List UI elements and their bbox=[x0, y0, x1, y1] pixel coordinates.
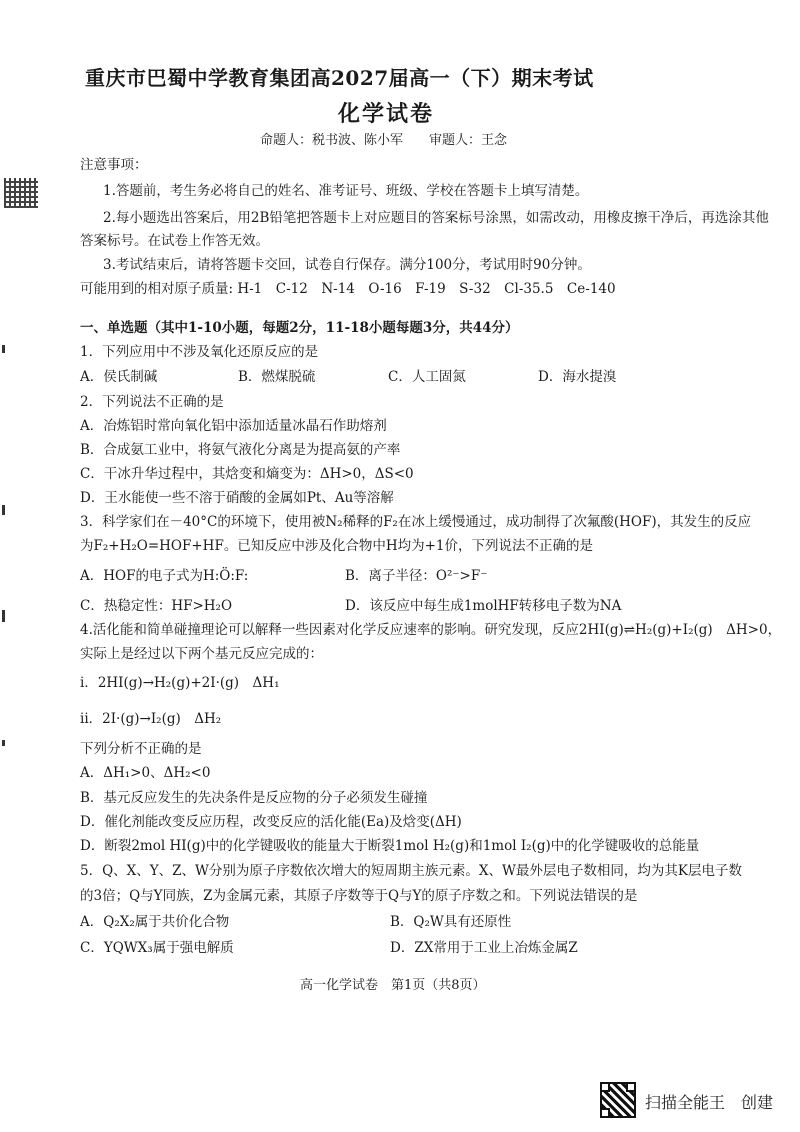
question-4-step-2: ii．2I·(g)→I₂(g) ΔH₂ bbox=[80, 711, 222, 727]
scanner-watermark: 扫描全能王 创建 bbox=[645, 1093, 774, 1112]
question-1-option-a: A．侯氏制碱 bbox=[80, 369, 158, 385]
page-footer: 高一化学试卷 第1页（共8页） bbox=[300, 978, 486, 993]
section-heading: 一、单选题（其中1-10小题，每题2分，11-18小题每题3分，共44分） bbox=[80, 320, 519, 336]
notice-item-2: 2.每小题选出答案后，用2B铅笔把答题卡上对应题目的答案标号涂黑，如需改动，用橡皮擦干净后，再选涂其他 bbox=[103, 210, 769, 226]
question-1-stem: 1．下列应用中不涉及氧化还原反应的是 bbox=[80, 344, 319, 360]
atomic-masses: 可能用到的相对原子质量: H-1 C-12 N-14 O-16 F-19 S-32 Cl-35.5 Ce-140 bbox=[80, 281, 616, 297]
question-4-stem-cont: 实际上是经过以下两个基元反应完成的： bbox=[80, 646, 323, 662]
notice-item-2-cont: 答案标号。在试卷上作答无效。 bbox=[80, 233, 269, 249]
question-4-option-b: B．基元反应发生的先决条件是反应物的分子必须发生碰撞 bbox=[80, 790, 428, 806]
scan-edge-mark bbox=[2, 505, 5, 515]
question-2-option-d: D．王水能使一些不溶于硝酸的金属如Pt、Au等溶解 bbox=[80, 490, 394, 506]
question-1-option-c: C．人工固氮 bbox=[388, 369, 466, 385]
question-3-option-d: D．该反应中每生成1molHF转移电子数为NA bbox=[345, 598, 622, 614]
question-3-stem: 3．科学家们在－40°C的环境下，使用被N₂稀释的F₂在冰上缓慢通过，成功制得了次氟酸(HOF)，其发生的反应 bbox=[80, 514, 752, 530]
question-5-stem: 5．Q、X、Y、Z、W分别为原子序数依次增大的短周期主族元素。X、W最外层电子数相同，均为其K层电子数 bbox=[80, 863, 743, 879]
scan-edge-mark bbox=[2, 610, 5, 622]
scan-grid-mark bbox=[4, 178, 38, 208]
authors-line: 命题人：税书波、陈小军 审题人：王念 bbox=[260, 133, 508, 148]
question-4-option-a: A．ΔH₁>0、ΔH₂<0 bbox=[80, 765, 211, 781]
question-1-option-b: B．燃煤脱硫 bbox=[238, 369, 316, 385]
notice-item-3: 3.考试结束后，请将答题卡交回，试卷自行保存。满分100分，考试用时90分钟。 bbox=[103, 257, 591, 273]
question-2-option-c: C．干冰升华过程中，其焓变和熵变为：ΔH>0，ΔS<0 bbox=[80, 466, 414, 482]
question-3-option-b: B．离子半径：O²⁻>F⁻ bbox=[345, 568, 488, 584]
question-4-option-c: D．催化剂能改变反应历程，改变反应的活化能(Ea)及焓变(ΔH) bbox=[80, 814, 462, 830]
question-2-stem: 2．下列说法不正确的是 bbox=[80, 394, 224, 410]
question-2-option-b: B．合成氨工业中，将氨气液化分离是为提高氨的产率 bbox=[80, 442, 401, 458]
question-4-step-1: i．2HI(g)→H₂(g)+2I·(g) ΔH₁ bbox=[80, 675, 280, 691]
notice-heading: 注意事项： bbox=[80, 157, 148, 173]
question-3-stem-cont: 为F₂+H₂O=HOF+HF。已知反应中涉及化合物中H均为+1价，下列说法不正确的是 bbox=[80, 538, 593, 554]
exam-title: 重庆市巴蜀中学教育集团高2027届高一（下）期末考试 bbox=[85, 66, 594, 90]
qr-code-icon bbox=[600, 1082, 636, 1118]
question-5-option-c: C．YQWX₃属于强电解质 bbox=[80, 940, 234, 956]
question-4-stem: 4.活化能和简单碰撞理论可以解释一些因素对化学反应速率的影响。研究发现，反应2HI(g)⇌H₂(g)+I₂(g) ΔH>0， bbox=[80, 622, 782, 638]
question-4-ask: 下列分析不正确的是 bbox=[80, 741, 202, 757]
question-5-option-d: D．ZX常用于工业上冶炼金属Z bbox=[390, 940, 578, 956]
question-5-stem-cont: 的3倍；Q与Y同族，Z为金属元素，其原子序数等于Q与Y的原子序数之和。下列说法错误的是 bbox=[80, 888, 638, 904]
scan-edge-mark bbox=[2, 740, 5, 746]
notice-item-1: 1.答题前，考生务必将自己的姓名、准考证号、班级、学校在答题卡上填写清楚。 bbox=[103, 183, 589, 199]
subject-title: 化学试卷 bbox=[338, 101, 435, 127]
question-2-option-a: A．冶炼铝时常向氧化铝中添加适量冰晶石作助熔剂 bbox=[80, 418, 387, 434]
question-4-option-d: D．断裂2mol HI(g)中的化学键吸收的能量大于断裂1mol H₂(g)和1mol I₂(g)中的化学键吸收的总能量 bbox=[80, 838, 700, 854]
question-5-option-a: A．Q₂X₂属于共价化合物 bbox=[80, 914, 230, 930]
question-3-option-c: C．热稳定性：HF>H₂O bbox=[80, 598, 233, 614]
question-3-option-a: A．HOF的电子式为H:Ö:F: bbox=[80, 568, 249, 584]
question-1-option-d: D．海水提溴 bbox=[538, 369, 617, 385]
scan-edge-mark bbox=[2, 345, 5, 353]
question-5-option-b: B．Q₂W具有还原性 bbox=[390, 914, 512, 930]
